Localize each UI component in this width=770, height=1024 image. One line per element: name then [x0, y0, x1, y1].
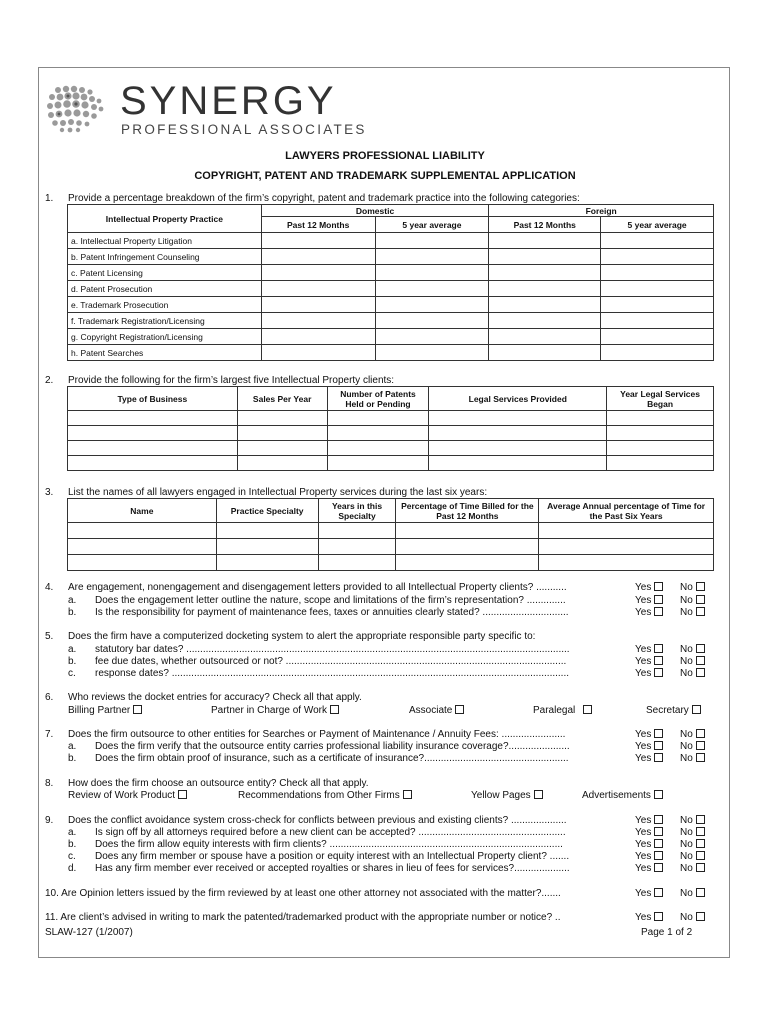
q7a-yes-checkbox[interactable]: [654, 741, 663, 750]
no-label: No: [680, 656, 693, 667]
q2-cell[interactable]: [607, 456, 714, 471]
q7a-letter: a.: [68, 741, 77, 752]
yes-label: Yes: [635, 644, 652, 655]
q5c-no: [680, 668, 705, 679]
q8-opt-review: [68, 790, 187, 801]
synergy-logo-icon: [44, 84, 108, 134]
q9-yes-checkbox[interactable]: [654, 815, 663, 824]
q1-cell[interactable]: [601, 233, 714, 249]
q3-cell[interactable]: [68, 555, 217, 571]
q5a-no: [680, 644, 705, 655]
q1-row-label: e. Trademark Prosecution: [68, 297, 262, 313]
yes-label: Yes: [635, 827, 652, 838]
q9d-no: [680, 863, 705, 874]
q3-cell[interactable]: [396, 539, 539, 555]
q2-number: 2.: [45, 375, 54, 386]
q7a-no: [680, 741, 705, 752]
q1-cell[interactable]: [489, 281, 601, 297]
no-label: No: [680, 839, 693, 850]
q4-no: [680, 582, 705, 593]
q2-col-year: Year Legal Services Began: [607, 387, 714, 411]
q1-cell[interactable]: [261, 265, 375, 281]
recommendations-checkbox[interactable]: [403, 790, 412, 799]
q5b-no: [680, 656, 705, 667]
q3-col-years: Years in this Specialty: [318, 499, 396, 523]
q2-cell[interactable]: [237, 441, 327, 456]
q9d-text: Has any firm member ever received or accepted royalties or shares in lieu of fees for services?....................: [95, 863, 570, 874]
no-label: No: [680, 863, 693, 874]
q3-cell[interactable]: [216, 523, 318, 539]
no-label: No: [680, 912, 693, 923]
no-label: No: [680, 595, 693, 606]
q1-col-domestic: Domestic: [261, 205, 489, 217]
q2-cell[interactable]: [68, 456, 238, 471]
q1-row-label: h. Patent Searches: [68, 345, 262, 361]
q10-yes-checkbox[interactable]: [654, 888, 663, 897]
q5-number: 5.: [45, 631, 54, 642]
q5c-yes: [635, 668, 663, 679]
q1-cell[interactable]: [601, 313, 714, 329]
q8-text: How does the firm choose an outsource entity? Check all that apply.: [68, 778, 369, 789]
form-id: SLAW-127 (1/2007): [45, 927, 133, 938]
q3-cell[interactable]: [216, 555, 318, 571]
q9b-text: Does the firm allow equity interests with firm clients? ....................................................................................: [95, 839, 563, 850]
q7b-yes: [635, 753, 663, 764]
q5-text: Does the firm have a computerized docketing system to alert the appropriate responsible party specific to:: [68, 631, 536, 642]
q4b-letter: b.: [68, 607, 77, 618]
yes-label: Yes: [635, 839, 652, 850]
q2-cell[interactable]: [68, 411, 238, 426]
option-label: Paralegal: [533, 705, 576, 716]
q2-cell[interactable]: [327, 441, 429, 456]
yes-label: Yes: [635, 729, 652, 740]
q2-cell[interactable]: [607, 426, 714, 441]
q1-cell[interactable]: [489, 249, 601, 265]
option-label: Partner in Charge of Work: [211, 705, 327, 716]
option-label: Secretary: [646, 705, 689, 716]
q3-number: 3.: [45, 487, 54, 498]
q1-col-practice: Intellectual Property Practice: [68, 205, 262, 233]
q5b-letter: b.: [68, 656, 77, 667]
q1-cell[interactable]: [261, 281, 375, 297]
q1-row-label: f. Trademark Registration/Licensing: [68, 313, 262, 329]
q1-cell[interactable]: [261, 329, 375, 345]
q4-yes: [635, 582, 663, 593]
q2-cell[interactable]: [327, 456, 429, 471]
q4-number: 4.: [45, 582, 54, 593]
q10-no: [680, 888, 705, 899]
q9d-letter: d.: [68, 863, 77, 874]
q1-cell[interactable]: [375, 345, 489, 361]
q9d-no-checkbox[interactable]: [696, 863, 705, 872]
option-label: Billing Partner: [68, 705, 131, 716]
q2-cell[interactable]: [429, 456, 607, 471]
option-label: Associate: [409, 705, 453, 716]
q11-yes: [635, 912, 663, 923]
no-label: No: [680, 668, 693, 679]
q2-col-sales: Sales Per Year: [237, 387, 327, 411]
q8-opt-recommendations: [238, 790, 412, 801]
q1-cell[interactable]: [375, 313, 489, 329]
q1-cell[interactable]: [375, 329, 489, 345]
q4a-yes: [635, 595, 663, 606]
q7a-no-checkbox[interactable]: [696, 741, 705, 750]
q9-text: Does the conflict avoidance system cross-check for conflicts between previous and existing clients? ....................: [68, 815, 567, 826]
q7b-no: [680, 753, 705, 764]
q3-text: List the names of all lawyers engaged in Intellectual Property services during the last six years:: [68, 487, 488, 498]
q7-yes-checkbox[interactable]: [654, 729, 663, 738]
q4a-text: Does the engagement letter outline the nature, scope and limitations of the firm’s representation? ..............: [95, 595, 566, 606]
q7a-yes: [635, 741, 663, 752]
yes-label: Yes: [635, 753, 652, 764]
q9a-text: Is sign off by all attorneys required before a new client can be accepted? .....................................................: [95, 827, 566, 838]
q2-cell[interactable]: [429, 441, 607, 456]
q6-number: 6.: [45, 692, 54, 703]
q10-text: 10. Are Opinion letters issued by the firm reviewed by at least one other attorney not associated with the matter?.......: [45, 888, 561, 899]
q2-cell[interactable]: [237, 411, 327, 426]
q1-col-for-12: Past 12 Months: [489, 217, 601, 233]
q9b-no-checkbox[interactable]: [696, 839, 705, 848]
q5c-letter: c.: [68, 668, 76, 679]
q9d-yes: [635, 863, 663, 874]
q3-col-name: Name: [68, 499, 217, 523]
q7-number: 7.: [45, 729, 54, 740]
q3-table: [67, 498, 714, 571]
no-label: No: [680, 644, 693, 655]
q3-col-specialty: Practice Specialty: [216, 499, 318, 523]
q7b-yes-checkbox[interactable]: [654, 753, 663, 762]
yes-label: Yes: [635, 863, 652, 874]
q10-yes: [635, 888, 663, 899]
q5b-text: fee due dates, whether outsourced or not? .....................................................................................................: [95, 656, 567, 667]
q9a-no-checkbox[interactable]: [696, 827, 705, 836]
q7-text: Does the firm outsource to other entities for Searches or Payment of Maintenance / Annuity Fees: .......................: [68, 729, 566, 740]
q9a-yes-checkbox[interactable]: [654, 827, 663, 836]
q1-cell[interactable]: [261, 313, 375, 329]
option-label: Advertisements: [582, 790, 651, 801]
q1-cell[interactable]: [375, 265, 489, 281]
q7b-letter: b.: [68, 753, 77, 764]
q3-cell[interactable]: [539, 539, 714, 555]
q1-row-label: g. Copyright Registration/Licensing: [68, 329, 262, 345]
q1-cell[interactable]: [375, 297, 489, 313]
option-label: Review of Work Product: [68, 790, 176, 801]
q1-col-dom-12: Past 12 Months: [261, 217, 375, 233]
brand-subtitle: PROFESSIONAL ASSOCIATES: [121, 122, 367, 137]
yes-label: Yes: [635, 656, 652, 667]
q9c-no: [680, 851, 705, 862]
q1-row-label: b. Patent Infringement Counseling: [68, 249, 262, 265]
q1-number: 1.: [45, 193, 54, 204]
advertisements-checkbox[interactable]: [654, 790, 663, 799]
q5c-text: response dates? ...............................................................................................................................................: [95, 668, 570, 679]
option-label: Yellow Pages: [471, 790, 531, 801]
q9-no-checkbox[interactable]: [696, 815, 705, 824]
no-label: No: [680, 741, 693, 752]
no-label: No: [680, 888, 693, 899]
q1-table: [67, 204, 714, 361]
q7a-text: Does the firm verify that the outsource entity carries professional liability insurance coverage?......................: [95, 741, 570, 752]
q9-number: 9.: [45, 815, 54, 826]
q1-cell[interactable]: [489, 297, 601, 313]
q2-cell[interactable]: [429, 426, 607, 441]
q1-cell[interactable]: [601, 249, 714, 265]
q1-cell[interactable]: [601, 265, 714, 281]
q7-no-checkbox[interactable]: [696, 729, 705, 738]
q2-cell[interactable]: [68, 441, 238, 456]
q6-opt-associate: [409, 705, 464, 716]
q1-cell[interactable]: [261, 249, 375, 265]
no-label: No: [680, 607, 693, 618]
q1-row-label: a. Intellectual Property Litigation: [68, 233, 262, 249]
q3-cell[interactable]: [318, 539, 396, 555]
associate-checkbox[interactable]: [455, 705, 464, 714]
q10-no-checkbox[interactable]: [696, 888, 705, 897]
q5a-text: statutory bar dates? ..........................................................................................................................................: [95, 644, 570, 655]
q2-cell[interactable]: [607, 411, 714, 426]
q9-no: [680, 815, 705, 826]
q3-cell[interactable]: [539, 555, 714, 571]
q6-opt-partner-in-charge: [211, 705, 339, 716]
q1-cell[interactable]: [489, 345, 601, 361]
q1-cell[interactable]: [261, 345, 375, 361]
q4a-no-checkbox[interactable]: [696, 595, 705, 604]
q4-yes-checkbox[interactable]: [654, 582, 663, 591]
yes-label: Yes: [635, 851, 652, 862]
yes-label: Yes: [635, 582, 652, 593]
page-number: Page 1 of 2: [641, 927, 693, 938]
q1-row-label: d. Patent Prosecution: [68, 281, 262, 297]
q9c-yes-checkbox[interactable]: [654, 851, 663, 860]
q11-no: [680, 912, 705, 923]
partner-in-charge-checkbox[interactable]: [330, 705, 339, 714]
title-line-1: LAWYERS PROFESSIONAL LIABILITY: [285, 150, 485, 162]
q9d-yes-checkbox[interactable]: [654, 863, 663, 872]
q4a-no: [680, 595, 705, 606]
q7b-no-checkbox[interactable]: [696, 753, 705, 762]
q9b-yes: [635, 839, 663, 850]
q1-cell[interactable]: [601, 297, 714, 313]
brand-name: SYNERGY: [120, 79, 337, 123]
yes-label: Yes: [635, 595, 652, 606]
q7b-text: Does the firm obtain proof of insurance, such as a certificate of insurance?....................................................: [95, 753, 569, 764]
no-label: No: [680, 851, 693, 862]
q1-cell[interactable]: [601, 281, 714, 297]
q2-cell[interactable]: [327, 426, 429, 441]
q1-cell[interactable]: [489, 313, 601, 329]
yes-label: Yes: [635, 888, 652, 899]
q9c-text: Does any firm member or spouse have a position or equity interest with an Intellectual Property client? .......: [95, 851, 570, 862]
q4b-text: Is the responsibility for payment of maintenance fees, taxes or annuities clearly stated? ...............................: [95, 607, 569, 618]
q1-cell[interactable]: [375, 281, 489, 297]
q4a-yes-checkbox[interactable]: [654, 595, 663, 604]
no-label: No: [680, 827, 693, 838]
q3-cell[interactable]: [396, 555, 539, 571]
secretary-checkbox[interactable]: [692, 705, 701, 714]
q3-col-percent-12: Percentage of Time Billed for the Past 12 Months: [396, 499, 539, 523]
q1-text: Provide a percentage breakdown of the firm’s copyright, patent and trademark practice into the following categories:: [68, 193, 580, 204]
q9b-yes-checkbox[interactable]: [654, 839, 663, 848]
paralegal-checkbox[interactable]: [583, 705, 592, 714]
q2-text: Provide the following for the firm’s largest five Intellectual Property clients:: [68, 375, 395, 386]
q4a-letter: a.: [68, 595, 77, 606]
q7-yes: [635, 729, 663, 740]
q4b-no-checkbox[interactable]: [696, 607, 705, 616]
q4b-yes-checkbox[interactable]: [654, 607, 663, 616]
q3-cell[interactable]: [318, 555, 396, 571]
no-label: No: [680, 582, 693, 593]
q3-cell[interactable]: [68, 523, 217, 539]
q1-col-dom-5y: 5 year average: [375, 217, 489, 233]
title-line-2: COPYRIGHT, PATENT AND TRADEMARK SUPPLEMENTAL APPLICATION: [194, 170, 576, 182]
q6-opt-secretary: [646, 705, 701, 716]
q3-cell[interactable]: [396, 523, 539, 539]
q8-number: 8.: [45, 778, 54, 789]
q9a-letter: a.: [68, 827, 77, 838]
q1-cell[interactable]: [375, 249, 489, 265]
q1-row-label: c. Patent Licensing: [68, 265, 262, 281]
q1-cell[interactable]: [489, 233, 601, 249]
yes-label: Yes: [635, 607, 652, 618]
q11-text: 11. Are client’s advised in writing to mark the patented/trademarked product with the appropriate number or notice? ..: [45, 912, 561, 923]
q9c-yes: [635, 851, 663, 862]
q1-col-for-5y: 5 year average: [601, 217, 714, 233]
q2-cell[interactable]: [607, 441, 714, 456]
q5b-no-checkbox[interactable]: [696, 656, 705, 665]
billing-partner-checkbox[interactable]: [133, 705, 142, 714]
q11-no-checkbox[interactable]: [696, 912, 705, 921]
q8-opt-advertisements: [582, 790, 663, 801]
q9-yes: [635, 815, 663, 826]
yellow-pages-checkbox[interactable]: [534, 790, 543, 799]
q5b-yes-checkbox[interactable]: [654, 656, 663, 665]
no-label: No: [680, 815, 693, 826]
q9b-letter: b.: [68, 839, 77, 850]
q1-col-foreign: Foreign: [489, 205, 714, 217]
q8-opt-yellow-pages: [471, 790, 543, 801]
q9c-no-checkbox[interactable]: [696, 851, 705, 860]
q3-cell[interactable]: [68, 539, 217, 555]
q9b-no: [680, 839, 705, 850]
q5c-no-checkbox[interactable]: [696, 668, 705, 677]
q2-table: [67, 386, 714, 471]
q3-cell[interactable]: [216, 539, 318, 555]
q3-col-average: Average Annual percentage of Time for the Past Six Years: [539, 499, 714, 523]
q4-no-checkbox[interactable]: [696, 582, 705, 591]
q9c-letter: c.: [68, 851, 76, 862]
q1-cell[interactable]: [261, 233, 375, 249]
q1-cell[interactable]: [375, 233, 489, 249]
yes-label: Yes: [635, 912, 652, 923]
q2-cell[interactable]: [327, 411, 429, 426]
q5a-letter: a.: [68, 644, 77, 655]
q5c-yes-checkbox[interactable]: [654, 668, 663, 677]
q2-cell[interactable]: [429, 411, 607, 426]
review-work-product-checkbox[interactable]: [178, 790, 187, 799]
option-label: Recommendations from Other Firms: [238, 790, 400, 801]
q11-yes-checkbox[interactable]: [654, 912, 663, 921]
q2-col-services: Legal Services Provided: [429, 387, 607, 411]
q9a-yes: [635, 827, 663, 838]
q5a-no-checkbox[interactable]: [696, 644, 705, 653]
q2-col-type: Type of Business: [68, 387, 238, 411]
q3-cell[interactable]: [539, 523, 714, 539]
q1-cell[interactable]: [601, 329, 714, 345]
q6-text: Who reviews the docket entries for accuracy? Check all that apply.: [68, 692, 362, 703]
q4b-no: [680, 607, 705, 618]
q6-opt-billing-partner: [68, 705, 142, 716]
q5b-yes: [635, 656, 663, 667]
q1-cell[interactable]: [601, 345, 714, 361]
no-label: No: [680, 753, 693, 764]
q3-cell[interactable]: [318, 523, 396, 539]
q2-col-patents: Number of Patents Held or Pending: [327, 387, 429, 411]
yes-label: Yes: [635, 815, 652, 826]
q1-cell[interactable]: [261, 297, 375, 313]
q9a-no: [680, 827, 705, 838]
q6-opt-paralegal: [533, 705, 592, 716]
q4-text: Are engagement, nonengagement and disengagement letters provided to all Intellectual Property clients? ...........: [68, 582, 567, 593]
yes-label: Yes: [635, 741, 652, 752]
q5a-yes: [635, 644, 663, 655]
q2-cell[interactable]: [68, 426, 238, 441]
q2-cell[interactable]: [237, 426, 327, 441]
q7-no: [680, 729, 705, 740]
q1-cell[interactable]: [489, 329, 601, 345]
q1-cell[interactable]: [489, 265, 601, 281]
yes-label: Yes: [635, 668, 652, 679]
q2-cell[interactable]: [237, 456, 327, 471]
q4b-yes: [635, 607, 663, 618]
q5a-yes-checkbox[interactable]: [654, 644, 663, 653]
no-label: No: [680, 729, 693, 740]
